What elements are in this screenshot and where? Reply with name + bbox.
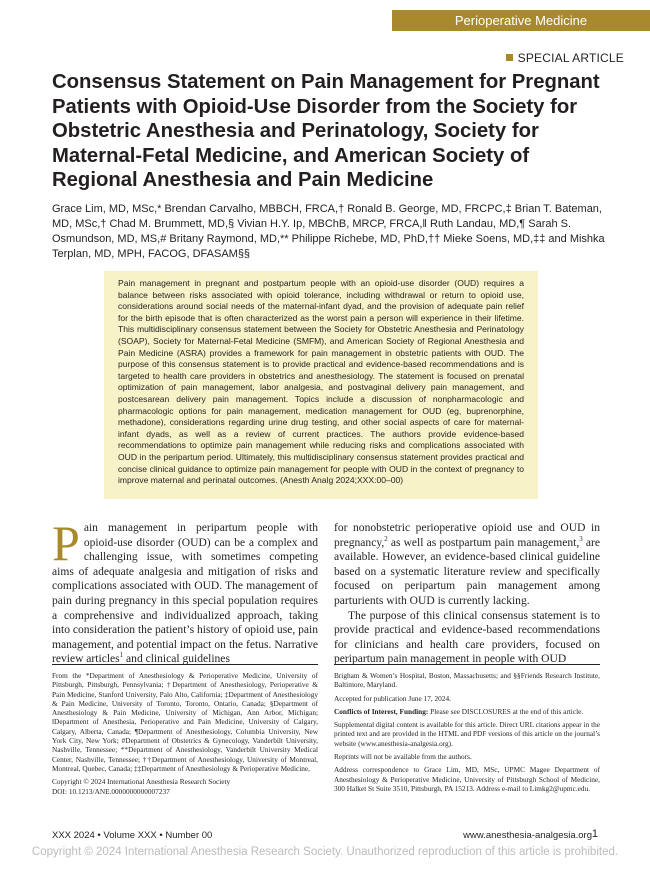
body-column-left bbox=[52, 515, 318, 667]
author-list: Grace Lim, MD, MSc,* Brendan Carvalho, MBBCH, FRCA,† Ronald B. George, MD, FRCPC,‡ Brian T. Bateman, MD, MSc,† Chad M. Brummett, MD,§ Vivian H.Y. Ip, MBChB, MRCP, FRCA,‖ Ruth Landau, MD,¶ Sarah S. Osmundson, MD, MS,# Britany Raymond, MD,** Philippe Richebe, MD, PhD,†† Mieke Soens, MD,‡‡ and Mishka Terplan, MD, MPH, FACOG, DFASAM§§ bbox=[52, 203, 605, 260]
body-column-right bbox=[334, 521, 600, 667]
accepted-date: Accepted for publication June 17, 2024. bbox=[334, 693, 451, 703]
supplemental-content-note: Supplemental digital content is available for this article. Direct URL citations appear in the printed text and are provided in the HTML and PDF versions of this article on the journal’s website (www.anesthesia-analgesia.org). bbox=[334, 720, 601, 748]
intro-paragraph: Pain management in peripartum people with opioid-use disorder (OUD) can be a complex and challenging issue, with sometimes competing aims of adequate analgesia and mitigation of risks and complications associated with OUD. The management of pain during pregnancy in this special population requires a comprehensive and individualized approach, taking into consideration the patient’s history of opioid use, pain management, and potential impact on the fetus. Narrative review articles$^1$ and clinical guidelines bbox=[52, 515, 318, 666]
square-bullet-icon bbox=[506, 54, 513, 61]
article-type-text: SPECIAL ARTICLE bbox=[517, 51, 624, 65]
reference-citation[interactable]: 3 bbox=[579, 534, 583, 543]
reference-citation[interactable]: 1 bbox=[119, 651, 124, 660]
journal-section-banner: Perioperative Medicine bbox=[392, 10, 650, 31]
reference-citation[interactable]: 2 bbox=[384, 534, 388, 543]
footnotes-left bbox=[52, 671, 318, 800]
journal-website[interactable]: www.anesthesia-analgesia.org bbox=[463, 830, 592, 841]
copyright-line: Copyright © 2024 International Anesthesia Research Society bbox=[52, 777, 231, 787]
correspondence-address: Address correspondence to Grace Lim, MD, MSc, UPMC Magee Department of Anesthesiology & Perioperative Medicine, University of Pittsburgh School of Medicine, 300 Halket St Suite 3510, Pittsburgh, PA 15213. Address e-mail to Limkg2@upmc.edu. bbox=[334, 765, 600, 793]
footnotes-right bbox=[334, 671, 600, 797]
drop-cap: P bbox=[52, 515, 80, 571]
copyright-watermark: Copyright © 2024 International Anesthesia Research Society. Unauthorized reproduction of this article is prohibited. bbox=[31, 846, 619, 858]
intro-paragraph-continued: for nonobstetric perioperative opioid use and OUD in pregnancy,$^2$ as well as postpartum pain management,$^3$ are available. However, an evidence-based clinical guideline based on a systematic literature review and specifically focused on peripartum pain management among parturients with OUD is currently lacking. bbox=[334, 522, 600, 607]
issue-info: XXX 2024 • Volume XXX • Number 00 bbox=[52, 830, 213, 841]
abstract-box: Pain management in pregnant and postpartum people with an opioid-use disorder (OUD) requires a balance between risks associated with opioid tolerance, including withdrawal or return to opioid use, considerations around social needs of the maternal-infant dyad, and the provision of adequate pain relief for the birth episode that is often characterized as the worst pain a person will experience in their lifetime. This multidisciplinary consensus statement between the Society for Obstetric Anesthesia and Perinatology (SOAP), Society for Maternal-Fetal Medicine (SMFM), and American Society of Regional Anesthesia and Pain Medicine (ASRA) provides a framework for pain management in obstetric patients with OUD. The purpose of this consensus statement is to provide practical and evidence-based recommendations and is targeted to health care providers in obstetrics and anesthesiology. The statement is focused on prenatal optimization of pain management, labor analgesia, and postvaginal delivery pain management, and postcesarean delivery pain management. Topics include a discussion of nonpharmacologic and pharmacologic options for pain management, medication management for OUD (eg, buprenorphine, methadone), considerations regarding urine drug testing, and other social aspects of care for maternal-infant dyads, as well as a review of current practices. The authors provide evidence-based recommendations to optimize pain management while reducing risks and complications associated with OUD in the peripartum period. Ultimately, this multidisciplinary consensus statement provides practical and concise clinical guidance to optimize pain management for people with OUD in the context of pregnancy to improve maternal and perinatal outcomes. (Anesth Analg 2024;XXX:00–00) bbox=[104, 271, 538, 499]
reprints-note: Reprints will not be available from the authors. bbox=[334, 752, 472, 762]
footnote-divider bbox=[334, 664, 600, 665]
article-title: Consensus Statement on Pain Management for Pregnant Patients with Opioid-Use Disorder from the Society for Obstetric Anesthesia and Perinatology, Society for Maternal-Fetal Medicine, and American Society of Regional Anesthesia and Pain Medicine bbox=[52, 71, 600, 191]
affiliations-continued: Brigham & Women’s Hospital, Boston, Massachusetts; and §§Friends Research Institute, Baltimore, Maryland. bbox=[334, 671, 600, 690]
conflicts-of-interest: Conflicts of Interest, Funding: Please see DISCLOSURES at the end of this article. bbox=[334, 706, 584, 716]
footnote-divider bbox=[52, 664, 318, 665]
article-type-label bbox=[506, 51, 624, 65]
doi-line[interactable]: DOI: 10.1213/ANE.0000000000007237 bbox=[52, 786, 170, 796]
purpose-paragraph: The purpose of this clinical consensus statement is to provide practical and evidence-based recommendations for clinicians and health care providers, focused on peripartum pain management in people with OUD bbox=[334, 609, 600, 666]
author-affiliations: From the *Department of Anesthesiology & Perioperative Medicine, University of Pittsburgh, Pittsburgh, Pennsylvania; †Department of Anesthesiology, Perioperative & Pain Medicine, Stanford University, Palo Alto, California; ‡Department of Anesthesiology & Pain Medicine, University of Toronto, Toronto, Ontario, Canada; §Department of Anesthesiology & Pain Medicine, University of Michigan, Ann Arbor, Michigan; ‖Department of Anesthesia, Perioperative and Pain Medicine, University of Calgary, Calgary, Alberta, Canada; ¶Department of Anesthesiology, Columbia University, New York City, New York; #Department of Obstetrics & Gynecology, Vanderbilt University, Nashville, Tennessee; **Department of Anesthesiology, Vanderbilt University Medical Center, Nashville, Tennessee; ††Department of Anesthesiology, University of Montreal, Montreal, Quebec, Canada; ‡‡Department of Anesthesiology & Perioperative Medicine, bbox=[52, 671, 318, 773]
page-number: 1 bbox=[591, 828, 598, 840]
